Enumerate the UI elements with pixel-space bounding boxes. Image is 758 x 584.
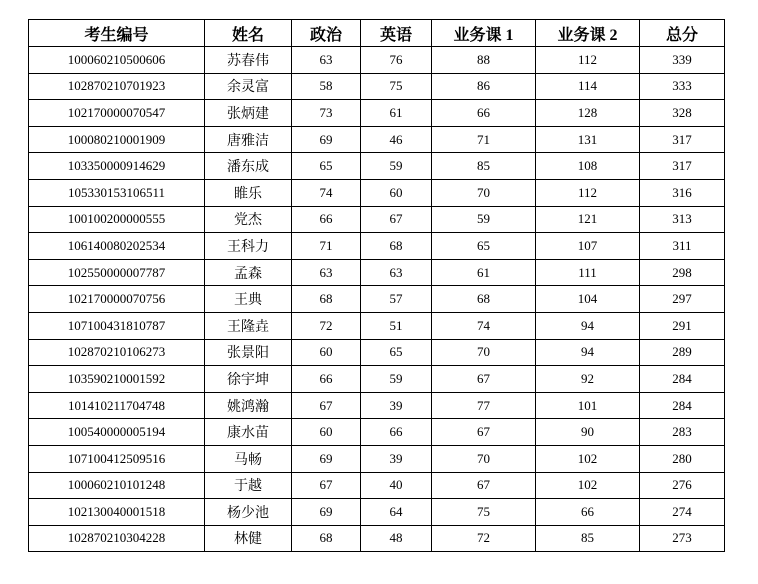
table-row — [29, 419, 725, 446]
candidate-id-cell: 102170000070547 — [29, 100, 205, 127]
major-course-1-cell: 68 — [432, 286, 536, 313]
name-cell: 唐雅洁 — [205, 126, 292, 153]
total-score-cell: 289 — [640, 339, 725, 366]
candidate-id-cell: 102170000070756 — [29, 286, 205, 313]
english-cell: 67 — [361, 206, 432, 233]
english-cell: 61 — [361, 100, 432, 127]
name-cell: 苏春伟 — [205, 47, 292, 74]
major-course-1-cell: 67 — [432, 366, 536, 393]
header-candidate-id: 考生编号 — [29, 20, 205, 47]
major-course-2-cell: 112 — [536, 179, 640, 206]
total-score-cell: 339 — [640, 47, 725, 74]
total-score-cell: 333 — [640, 73, 725, 100]
name-cell: 余灵富 — [205, 73, 292, 100]
table-row — [29, 472, 725, 499]
name-cell: 杨少池 — [205, 499, 292, 526]
major-course-1-cell: 67 — [432, 419, 536, 446]
major-course-2-cell: 102 — [536, 445, 640, 472]
english-cell: 39 — [361, 392, 432, 419]
politics-cell: 69 — [292, 499, 361, 526]
english-cell: 48 — [361, 525, 432, 552]
major-course-2-cell: 112 — [536, 47, 640, 74]
table-row — [29, 73, 725, 100]
major-course-1-cell: 72 — [432, 525, 536, 552]
politics-cell: 67 — [292, 472, 361, 499]
total-score-cell: 273 — [640, 525, 725, 552]
header-total-score: 总分 — [640, 20, 725, 47]
english-cell: 66 — [361, 419, 432, 446]
table-body — [29, 47, 725, 552]
politics-cell: 74 — [292, 179, 361, 206]
total-score-cell: 317 — [640, 153, 725, 180]
major-course-2-cell: 111 — [536, 259, 640, 286]
politics-cell: 65 — [292, 153, 361, 180]
header-politics: 政治 — [292, 20, 361, 47]
total-score-cell: 297 — [640, 286, 725, 313]
candidate-id-cell: 102870210701923 — [29, 73, 205, 100]
major-course-1-cell: 86 — [432, 73, 536, 100]
major-course-1-cell: 77 — [432, 392, 536, 419]
english-cell: 59 — [361, 366, 432, 393]
major-course-2-cell: 104 — [536, 286, 640, 313]
politics-cell: 68 — [292, 525, 361, 552]
table-row — [29, 206, 725, 233]
candidate-id-cell: 102870210304228 — [29, 525, 205, 552]
table-row — [29, 259, 725, 286]
major-course-2-cell: 102 — [536, 472, 640, 499]
candidate-id-cell: 105330153106511 — [29, 179, 205, 206]
politics-cell: 66 — [292, 366, 361, 393]
major-course-1-cell: 59 — [432, 206, 536, 233]
total-score-cell: 284 — [640, 392, 725, 419]
english-cell: 65 — [361, 339, 432, 366]
english-cell: 40 — [361, 472, 432, 499]
politics-cell: 67 — [292, 392, 361, 419]
table-row — [29, 179, 725, 206]
major-course-1-cell: 88 — [432, 47, 536, 74]
english-cell: 46 — [361, 126, 432, 153]
total-score-cell: 276 — [640, 472, 725, 499]
name-cell: 张炳建 — [205, 100, 292, 127]
name-cell: 徐宇坤 — [205, 366, 292, 393]
name-cell: 睢乐 — [205, 179, 292, 206]
table-row — [29, 100, 725, 127]
name-cell: 姚鸿瀚 — [205, 392, 292, 419]
english-cell: 60 — [361, 179, 432, 206]
candidate-id-cell: 106140080202534 — [29, 233, 205, 260]
major-course-1-cell: 70 — [432, 445, 536, 472]
major-course-1-cell: 65 — [432, 233, 536, 260]
candidate-id-cell: 103590210001592 — [29, 366, 205, 393]
header-major-course-2: 业务课 2 — [536, 20, 640, 47]
english-cell: 51 — [361, 312, 432, 339]
candidate-id-cell: 100100200000555 — [29, 206, 205, 233]
total-score-cell: 280 — [640, 445, 725, 472]
major-course-2-cell: 128 — [536, 100, 640, 127]
header-english: 英语 — [361, 20, 432, 47]
table-row — [29, 445, 725, 472]
total-score-cell: 328 — [640, 100, 725, 127]
name-cell: 于越 — [205, 472, 292, 499]
politics-cell: 73 — [292, 100, 361, 127]
table-row — [29, 366, 725, 393]
english-cell: 64 — [361, 499, 432, 526]
total-score-cell: 313 — [640, 206, 725, 233]
total-score-cell: 291 — [640, 312, 725, 339]
total-score-cell: 283 — [640, 419, 725, 446]
major-course-2-cell: 92 — [536, 366, 640, 393]
politics-cell: 63 — [292, 259, 361, 286]
english-cell: 68 — [361, 233, 432, 260]
major-course-1-cell: 67 — [432, 472, 536, 499]
table-row — [29, 499, 725, 526]
major-course-1-cell: 74 — [432, 312, 536, 339]
name-cell: 王隆垚 — [205, 312, 292, 339]
major-course-2-cell: 85 — [536, 525, 640, 552]
table-row — [29, 126, 725, 153]
candidate-id-cell: 107100431810787 — [29, 312, 205, 339]
english-cell: 75 — [361, 73, 432, 100]
total-score-cell: 298 — [640, 259, 725, 286]
major-course-1-cell: 75 — [432, 499, 536, 526]
header-major-course-1: 业务课 1 — [432, 20, 536, 47]
total-score-cell: 284 — [640, 366, 725, 393]
name-cell: 马畅 — [205, 445, 292, 472]
header-name: 姓名 — [205, 20, 292, 47]
candidate-id-cell: 101410211704748 — [29, 392, 205, 419]
name-cell: 王科力 — [205, 233, 292, 260]
english-cell: 76 — [361, 47, 432, 74]
politics-cell: 69 — [292, 445, 361, 472]
total-score-cell: 317 — [640, 126, 725, 153]
politics-cell: 72 — [292, 312, 361, 339]
total-score-cell: 274 — [640, 499, 725, 526]
candidate-id-cell: 107100412509516 — [29, 445, 205, 472]
major-course-2-cell: 90 — [536, 419, 640, 446]
major-course-1-cell: 85 — [432, 153, 536, 180]
politics-cell: 58 — [292, 73, 361, 100]
major-course-1-cell: 66 — [432, 100, 536, 127]
candidate-id-cell: 100080210001909 — [29, 126, 205, 153]
name-cell: 康水苗 — [205, 419, 292, 446]
major-course-2-cell: 107 — [536, 233, 640, 260]
major-course-2-cell: 108 — [536, 153, 640, 180]
table-row — [29, 392, 725, 419]
name-cell: 张景阳 — [205, 339, 292, 366]
politics-cell: 66 — [292, 206, 361, 233]
score-table — [28, 19, 725, 552]
major-course-1-cell: 70 — [432, 339, 536, 366]
politics-cell: 60 — [292, 419, 361, 446]
politics-cell: 68 — [292, 286, 361, 313]
major-course-2-cell: 94 — [536, 339, 640, 366]
english-cell: 39 — [361, 445, 432, 472]
major-course-2-cell: 114 — [536, 73, 640, 100]
major-course-2-cell: 101 — [536, 392, 640, 419]
name-cell: 潘东成 — [205, 153, 292, 180]
major-course-1-cell: 70 — [432, 179, 536, 206]
table-row — [29, 286, 725, 313]
english-cell: 57 — [361, 286, 432, 313]
total-score-cell: 311 — [640, 233, 725, 260]
table-row — [29, 153, 725, 180]
candidate-id-cell: 103350000914629 — [29, 153, 205, 180]
candidate-id-cell: 102870210106273 — [29, 339, 205, 366]
politics-cell: 63 — [292, 47, 361, 74]
english-cell: 63 — [361, 259, 432, 286]
table-row — [29, 525, 725, 552]
major-course-2-cell: 94 — [536, 312, 640, 339]
name-cell: 孟森 — [205, 259, 292, 286]
candidate-id-cell: 100540000005194 — [29, 419, 205, 446]
name-cell: 林健 — [205, 525, 292, 552]
major-course-1-cell: 71 — [432, 126, 536, 153]
major-course-2-cell: 66 — [536, 499, 640, 526]
table-row — [29, 47, 725, 74]
candidate-id-cell: 100060210500606 — [29, 47, 205, 74]
major-course-2-cell: 121 — [536, 206, 640, 233]
total-score-cell: 316 — [640, 179, 725, 206]
major-course-1-cell: 61 — [432, 259, 536, 286]
table-row — [29, 339, 725, 366]
politics-cell: 71 — [292, 233, 361, 260]
name-cell: 党杰 — [205, 206, 292, 233]
english-cell: 59 — [361, 153, 432, 180]
politics-cell: 69 — [292, 126, 361, 153]
header-row — [29, 20, 725, 47]
candidate-id-cell: 102550000007787 — [29, 259, 205, 286]
table-row — [29, 233, 725, 260]
politics-cell: 60 — [292, 339, 361, 366]
candidate-id-cell: 102130040001518 — [29, 499, 205, 526]
major-course-2-cell: 131 — [536, 126, 640, 153]
table-row — [29, 312, 725, 339]
name-cell: 王典 — [205, 286, 292, 313]
candidate-id-cell: 100060210101248 — [29, 472, 205, 499]
